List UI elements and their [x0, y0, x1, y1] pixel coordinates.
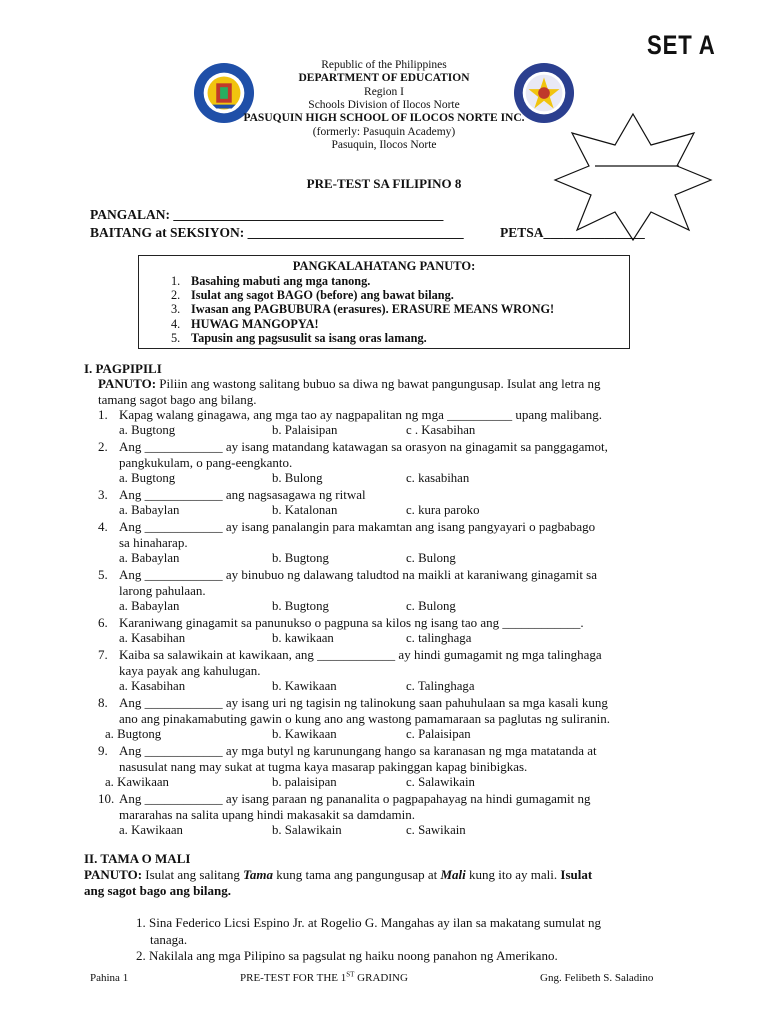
question-10-line-2: mararahas na salita upang hindi makasakit sa damdamin.: [119, 807, 416, 822]
question-10-line-1: 10. Ang ____________ ay isang paraan ng pananalita o pagpapahayag na hindi gumagamit ng: [98, 791, 591, 806]
part1-heading: I. PAGPIPILI: [84, 361, 162, 376]
question-7-option-a: a. Kasabihan: [119, 679, 186, 693]
question-6-option-b: b. kawikaan: [272, 631, 334, 645]
question-5-option-b: b. Bugtong: [272, 599, 329, 613]
part1-instructions-line2: tamang sagot bago ang bilang.: [98, 392, 257, 407]
header-division: Schools Division of Ilocos Norte: [308, 99, 460, 111]
question-8-line-2: ano ang pinakamabuting gawin o kung ano ang wastong pamamaraan sa paglutas ng suliranin.: [119, 711, 610, 726]
set-label: SET A: [647, 30, 716, 60]
question-4-option-b: b. Bugtong: [272, 551, 329, 565]
question-8-option-c: c. Palaisipan: [406, 727, 471, 741]
question-4-option-a: a. Babaylan: [119, 551, 180, 565]
header-formerly: (formerly: Pasuquin Academy): [312, 126, 456, 138]
date-field[interactable]: PETSA_______________: [500, 225, 645, 240]
footer-page: Pahina 1: [90, 972, 129, 984]
question-3-option-a: a. Babaylan: [119, 503, 180, 517]
question-1-option-a: a. Bugtong: [119, 423, 176, 437]
name-field[interactable]: PANGALAN: ________________________________________: [90, 207, 444, 222]
section-field[interactable]: BAITANG at SEKSIYON: ________________________________: [90, 225, 464, 240]
question-4-line-2: sa hinaharap.: [119, 535, 188, 550]
question-8-line-1: 8. Ang ____________ ay isang uri ng tagisin ng talinokung saan pahuhulaan sa mga kasali kung: [98, 695, 608, 710]
tf-item-1-line2: tanaga.: [150, 932, 188, 947]
question-7-option-b: b. Kawikaan: [272, 679, 337, 693]
question-2-line-1: 2. Ang ____________ ay isang matandang katawagan sa orasyon na ginagamit sa panggagamot,: [98, 439, 608, 454]
header-republic: Republic of the Philippines: [321, 59, 447, 71]
question-6-option-a: a. Kasabihan: [119, 631, 186, 645]
question-1-option-b: b. Palaisipan: [272, 423, 338, 437]
question-2-option-a: a. Bugtong: [119, 471, 176, 485]
question-6-option-c: c. talinghaga: [406, 631, 472, 645]
part2-heading: II. TAMA O MALI: [84, 851, 191, 866]
part2-instructions-line1: PANUTO: Isulat ang salitang Tama kung tama ang pangungusap at Mali kung ito ay mali. Isulat: [84, 867, 593, 882]
question-7-line-2: kaya payak ang kahulugan.: [119, 663, 261, 678]
header-school: PASUQUIN HIGH SCHOOL OF ILOCOS NORTE INC.: [243, 112, 525, 124]
question-5-line-2: larong pahulaan.: [119, 583, 206, 598]
question-7-line-1: 7. Kaiba sa salawikain at kawikaan, ang ____________ ay hindi gumagamit ng mga talinghaga: [98, 647, 602, 662]
header-department: DEPARTMENT OF EDUCATION: [298, 72, 470, 84]
question-10-option-a: a. Kawikaan: [119, 823, 183, 837]
question-5-option-a: a. Babaylan: [119, 599, 180, 613]
question-3-option-b: b. Katalonan: [272, 503, 338, 517]
footer-author: Gng. Felibeth S. Saladino: [540, 972, 654, 984]
instruction-item: 3. Iwasan ang PAGBUBURA (erasures). ERASURE MEANS WRONG!: [171, 302, 555, 317]
instruction-item: 1. Basahing mabuti ang mga tanong.: [171, 274, 371, 288]
tf-item-2-line1: 2. Nakilala ang mga Pilipino sa pagsulat ng haiku noong panahon ng Amerikano.: [136, 948, 558, 963]
part1-instructions-line1: PANUTO: Piliin ang wastong salitang bubuo sa diwa ng bawat pangungusap. Isulat ang letra ng: [98, 376, 601, 391]
general-instructions-list: [171, 274, 554, 345]
question-10-option-b: b. Salawikain: [272, 823, 342, 837]
instruction-item: 5. Tapusin ang pagsusulit sa isang oras lamang.: [171, 330, 427, 345]
question-3-line-1: 3. Ang ____________ ang nagsasagawa ng ritwal: [98, 487, 366, 502]
question-4-line-1: 4. Ang ____________ ay isang panalangin para makamtan ang isang pangyayari o pagbabago: [98, 519, 596, 534]
question-6-line-1: 6. Karaniwang ginagamit sa panunukso o pagpuna sa kilos ng isang tao ang ____________.: [98, 615, 584, 630]
question-2-option-c: c. kasabihan: [406, 471, 470, 485]
question-5-line-1: 5. Ang ____________ ay binubuo ng dalawang taludtod na maikli at karaniwang ginagamit sa: [98, 567, 598, 582]
question-8-option-b: b. Kawikaan: [272, 727, 337, 741]
question-2-line-2: pangkukulam, o pang-eengkanto.: [119, 455, 293, 470]
tf-item-1-line1: 1. Sina Federico Licsi Espino Jr. at Rogelio G. Mangahas ay ilan sa makatang sumulat ng: [136, 915, 602, 930]
instruction-item: 2. Isulat ang sagot BAGO (before) ang bawat bilang.: [171, 288, 454, 303]
question-9-option-c: c. Salawikain: [406, 775, 475, 789]
question-1-line-1: 1. Kapag walang ginagawa, ang mga tao ay nagpapalitan ng mga __________ upang malibang.: [98, 407, 603, 422]
part2-instructions-line2: ang sagot bago ang bilang.: [84, 883, 232, 898]
instruction-item: 4. HUWAG MANGOPYA!: [171, 316, 319, 331]
question-3-option-c: c. kura paroko: [406, 503, 480, 517]
page-title: PRE-TEST SA FILIPINO 8: [306, 176, 462, 191]
header-region: Region I: [364, 86, 404, 98]
question-4-option-c: c. Bulong: [406, 551, 456, 565]
header-address: Pasuquin, Ilocos Norte: [331, 139, 437, 151]
question-9-line-2: nasusulat nang may sukat at tugma kaya masarap pakinggan kapag binibigkas.: [119, 759, 528, 774]
general-instructions-box: [138, 255, 630, 349]
question-9-option-b: b. palaisipan: [272, 775, 337, 789]
question-9-line-1: 9. Ang ____________ ay mga butyl ng karunungang hango sa karanasan ng mga matatanda at: [98, 743, 597, 758]
question-9-option-a: a. Kawikaan: [105, 775, 169, 789]
question-2-option-b: b. Bulong: [272, 471, 323, 485]
question-5-option-c: c. Bulong: [406, 599, 456, 613]
question-1-option-c: c . Kasabihan: [406, 423, 476, 437]
footer-center: PRE-TEST FOR THE 1ST GRADING: [240, 970, 408, 984]
question-7-option-c: c. Talinghaga: [406, 679, 475, 693]
question-10-option-c: c. Sawikain: [406, 823, 466, 837]
general-instructions-title: PANGKALAHATANG PANUTO:: [292, 259, 476, 273]
question-8-option-a: a. Bugtong: [105, 727, 162, 741]
